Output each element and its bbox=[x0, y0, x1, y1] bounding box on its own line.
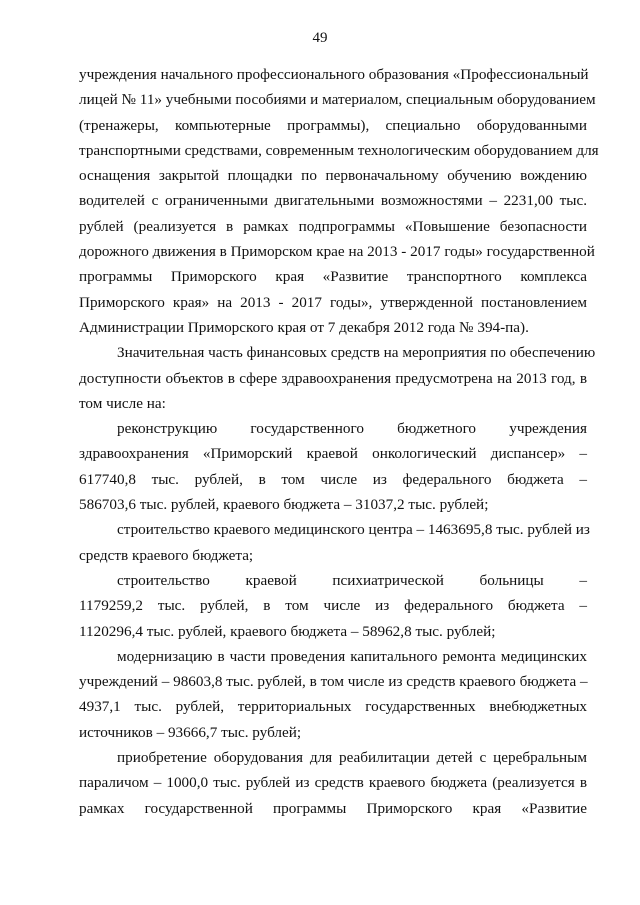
text-line: параличом – 1000,0 тыс. рублей из средств краевого бюджета (реализуется в bbox=[79, 774, 587, 792]
text-line: водителей с ограниченными двигательными возможностями – 2231,00 тыс. bbox=[79, 192, 587, 210]
text-line: строительство краевой психиатрической больницы – bbox=[117, 571, 587, 589]
text-line: Значительная часть финансовых средств на мероприятия по обеспечению bbox=[117, 344, 596, 362]
text-line: лицей № 11» учебными пособиями и материалом, специальным оборудованием bbox=[79, 91, 596, 109]
text-line: 1120296,4 тыс. рублей, краевого бюджета – 58962,8 тыс. рублей; bbox=[79, 622, 496, 640]
text-line: источников – 93666,7 тыс. рублей; bbox=[79, 723, 302, 741]
text-line: модернизацию в части проведения капитального ремонта медицинских bbox=[117, 647, 587, 665]
text-line: (тренажеры, компьютерные программы), специально оборудованными bbox=[79, 116, 587, 134]
text-line: доступности объектов в сфере здравоохранения предусмотрена на 2013 год, в bbox=[79, 369, 587, 387]
text-line: транспортными средствами, современным технологическим оборудованием для bbox=[79, 141, 599, 159]
text-line: 617740,8 тыс. рублей, в том числе из федерального бюджета – bbox=[79, 470, 587, 488]
text-line: 1179259,2 тыс. рублей, в том числе из федерального бюджета – bbox=[79, 597, 587, 615]
body-text bbox=[79, 62, 599, 821]
text-line: средств краевого бюджета; bbox=[79, 546, 254, 564]
text-line: здравоохранения «Приморский краевой онкологический диспансер» – bbox=[79, 445, 587, 463]
text-line: строительство краевого медицинского центра – 1463695,8 тыс. рублей из bbox=[117, 521, 590, 539]
text-line: дорожного движения в Приморском крае на 2013 - 2017 годы» государственной bbox=[79, 243, 595, 261]
text-line: Приморского края» на 2013 - 2017 годы», утвержденной постановлением bbox=[79, 293, 587, 311]
text-line: 586703,6 тыс. рублей, краевого бюджета – 31037,2 тыс. рублей; bbox=[79, 496, 489, 514]
text-line: учреждений – 98603,8 тыс. рублей, в том числе из средств краевого бюджета – bbox=[79, 673, 588, 691]
text-line: реконструкцию государственного бюджетного учреждения bbox=[117, 420, 587, 438]
text-line: программы Приморского края «Развитие транспортного комплекса bbox=[79, 268, 587, 286]
text-line: рамках государственной программы Приморского края «Развитие bbox=[79, 799, 587, 817]
text-line: Администрации Приморского края от 7 декабря 2012 года № 394-па). bbox=[79, 318, 529, 336]
text-line: учреждения начального профессионального образования «Профессиональный bbox=[79, 66, 589, 83]
text-line: 4937,1 тыс. рублей, территориальных государственных внебюджетных bbox=[79, 698, 587, 716]
text-line: приобретение оборудования для реабилитации детей с церебральным bbox=[117, 749, 587, 767]
page-number: 49 bbox=[312, 30, 328, 46]
text-line: оснащения закрытой площадки по первоначальному обучению вождению bbox=[79, 167, 587, 185]
text-line: том числе на: bbox=[79, 394, 166, 412]
text-line: рублей (реализуется в рамках подпрограммы «Повышение безопасности bbox=[79, 217, 587, 235]
